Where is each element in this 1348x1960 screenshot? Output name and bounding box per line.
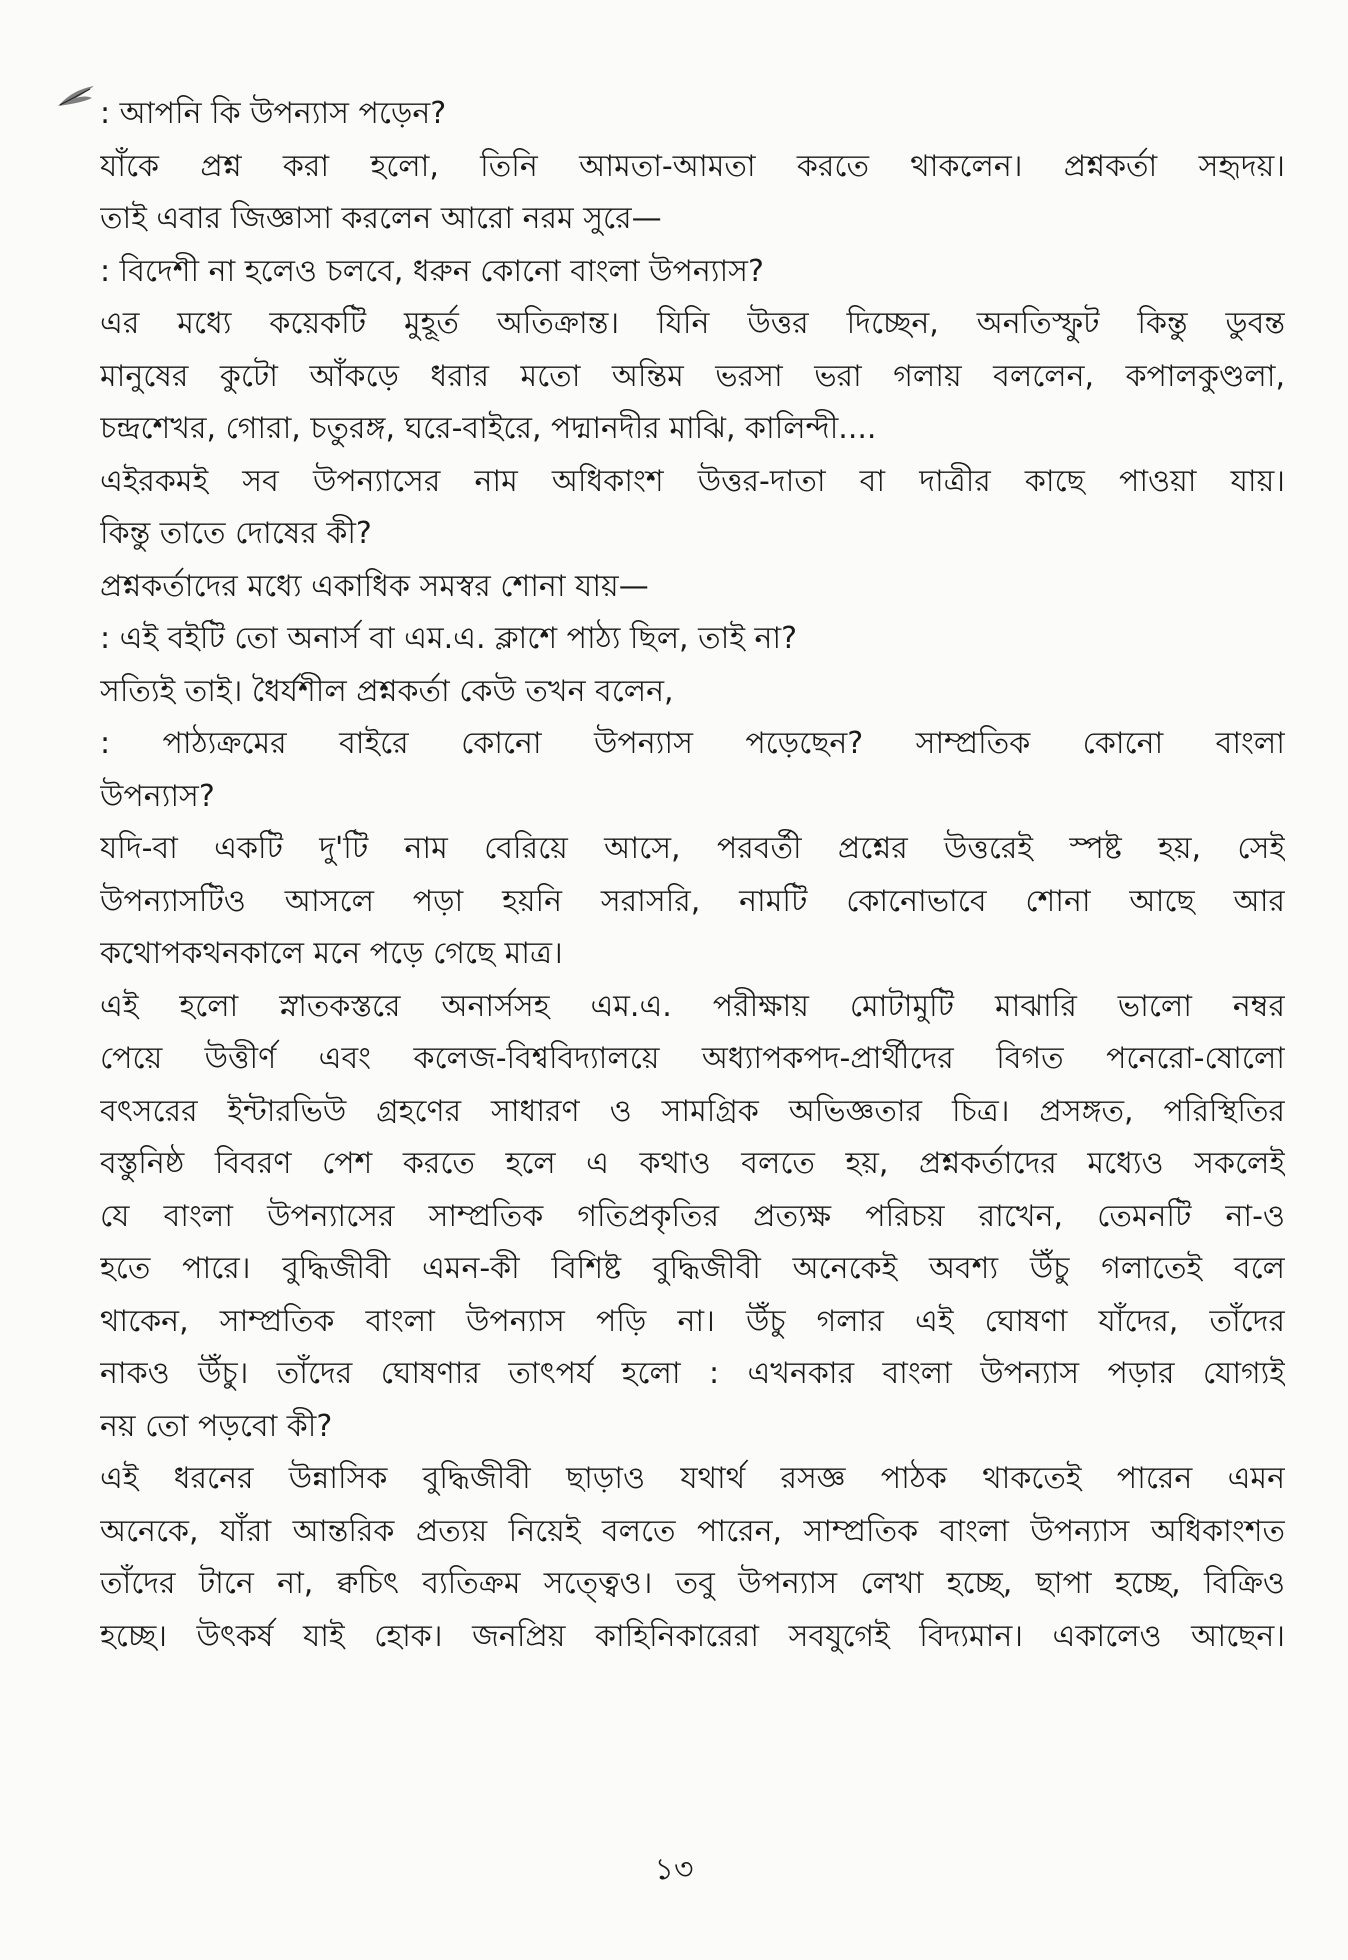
text-line: বস্তুনিষ্ঠ বিবরণ পেশ করতে হলে এ কথাও বলতে হয়, প্রশ্নকর্তাদের মধ্যেও সকলেই (100, 1146, 1285, 1181)
text-line: যে বাংলা উপন্যাসের সাম্প্রতিক গতিপ্রকৃতির প্রত্যক্ষ পরিচয় রাখেন, তেমনটি না-ও (100, 1198, 1285, 1234)
text-line: এর মধ্যে কয়েকটি মুহূর্ত অতিক্রান্ত। যিনি উত্তর দিচ্ছেন, অনতিস্ফুট কিন্তু ডুবন্ত (100, 306, 1285, 341)
text-line: : এই বইটি তো অনার্স বা এম.এ. ক্লাশে পাঠ্য ছিল, তাই না? (100, 621, 798, 656)
text-line: যাঁকে প্রশ্ন করা হলো, তিনি আমতা-আমতা করতে থাকলেন। প্রশ্নকর্তা সহৃদয়। (100, 148, 1285, 184)
body-text (100, 88, 1285, 1663)
text-line: বৎসরের ইন্টারভিউ গ্রহণের সাধারণ ও সামগ্রিক অভিজ্ঞতার চিত্র। প্রসঙ্গত, পরিস্থিতির (100, 1093, 1285, 1129)
text-line: মানুষের কুটো আঁকড়ে ধরার মতো অন্তিম ভরসা ভরা গলায় বললেন, কপালকুণ্ডলা, (100, 358, 1285, 394)
text-line: নয় তো পড়বো কী? (100, 1408, 333, 1444)
text-line: চন্দ্রশেখর, গোরা, চতুরঙ্গ, ঘরে-বাইরে, পদ্মানদীর মাঝি, কালিন্দী.... (100, 411, 877, 446)
text-line: পেয়ে উত্তীর্ণ এবং কলেজ-বিশ্ববিদ্যালয়ে অধ্যাপকপদ-প্রার্থীদের বিগত পনেরো-ষোলো (100, 1041, 1285, 1076)
text-line: নাকও উঁচু। তাঁদের ঘোষণার তাৎপর্য হলো : এখনকার বাংলা উপন্যাস পড়ার যোগ্যই (100, 1356, 1285, 1391)
text-line: সত্যিই তাই। ধৈর্যশীল প্রশ্নকর্তা কেউ তখন বলেন, (100, 673, 674, 709)
text-line: কিন্তু তাতে দোষের কী? (100, 516, 372, 551)
text-line: অনেকে, যাঁরা আন্তরিক প্রত্যয় নিয়েই বলতে পারেন, সাম্প্রতিক বাংলা উপন্যাস অধিকাংশত (100, 1513, 1285, 1549)
text-line: এই ধরনের উন্নাসিক বুদ্ধিজীবী ছাড়াও যথার্থ রসজ্ঞ পাঠক থাকতেই পারেন এমন (100, 1461, 1285, 1496)
text-line: তাঁদের টানে না, ক্বচিৎ ব্যতিক্রম সত্ত্বেও। তবু উপন্যাস লেখা হচ্ছে, ছাপা হচ্ছে, বিক্রিও (100, 1566, 1285, 1601)
text-line: : পাঠ্যক্রমের বাইরে কোনো উপন্যাস পড়েছেন? সাম্প্রতিক কোনো বাংলা (100, 726, 1285, 761)
text-line: থাকেন, সাম্প্রতিক বাংলা উপন্যাস পড়ি না। উঁচু গলার এই ঘোষণা যাঁদের, তাঁদের (100, 1303, 1285, 1339)
text-line: উপন্যাস? (100, 778, 215, 814)
text-line: : আপনি কি উপন্যাস পড়েন? (100, 96, 447, 131)
text-line: তাই এবার জিজ্ঞাসা করলেন আরো নরম সুরে— (100, 201, 662, 236)
text-line: কথোপকথনকালে মনে পড়ে গেছে মাত্র। (100, 936, 563, 971)
text-line: যদি-বা একটি দু'টি নাম বেরিয়ে আসে, পরবর্তী প্রশ্নের উত্তরেই স্পষ্ট হয়, সেই (100, 831, 1285, 866)
text-line: : বিদেশী না হলেও চলবে, ধরুন কোনো বাংলা উপন্যাস? (100, 253, 764, 289)
page-number: ১৩ (654, 1852, 694, 1887)
text-line: প্রশ্নকর্তাদের মধ্যে একাধিক সমস্বর শোনা যায়— (100, 568, 649, 604)
text-line: হচ্ছে। উৎকর্ষ যাই হোক। জনপ্রিয় কাহিনিকারেরা সবযুগেই বিদ্যমান। একালেও আছেন। (100, 1618, 1285, 1654)
text-line: হতে পারে। বুদ্ধিজীবী এমন-কী বিশিষ্ট বুদ্ধিজীবী অনেকেই অবশ্য উঁচু গলাতেই বলে (100, 1251, 1285, 1286)
text-line: এই হলো স্নাতকস্তরে অনার্সসহ এম.এ. পরীক্ষায় মোটামুটি মাঝারি ভালো নম্বর (100, 988, 1285, 1024)
text-line: এইরকমই সব উপন্যাসের নাম অধিকাংশ উত্তর-দাতা বা দাত্রীর কাছে পাওয়া যায়। (100, 463, 1285, 499)
feather-smudge-icon (56, 84, 98, 110)
text-line: উপন্যাসটিও আসলে পড়া হয়নি সরাসরি, নামটি কোনোভাবে শোনা আছে আর (100, 883, 1285, 919)
